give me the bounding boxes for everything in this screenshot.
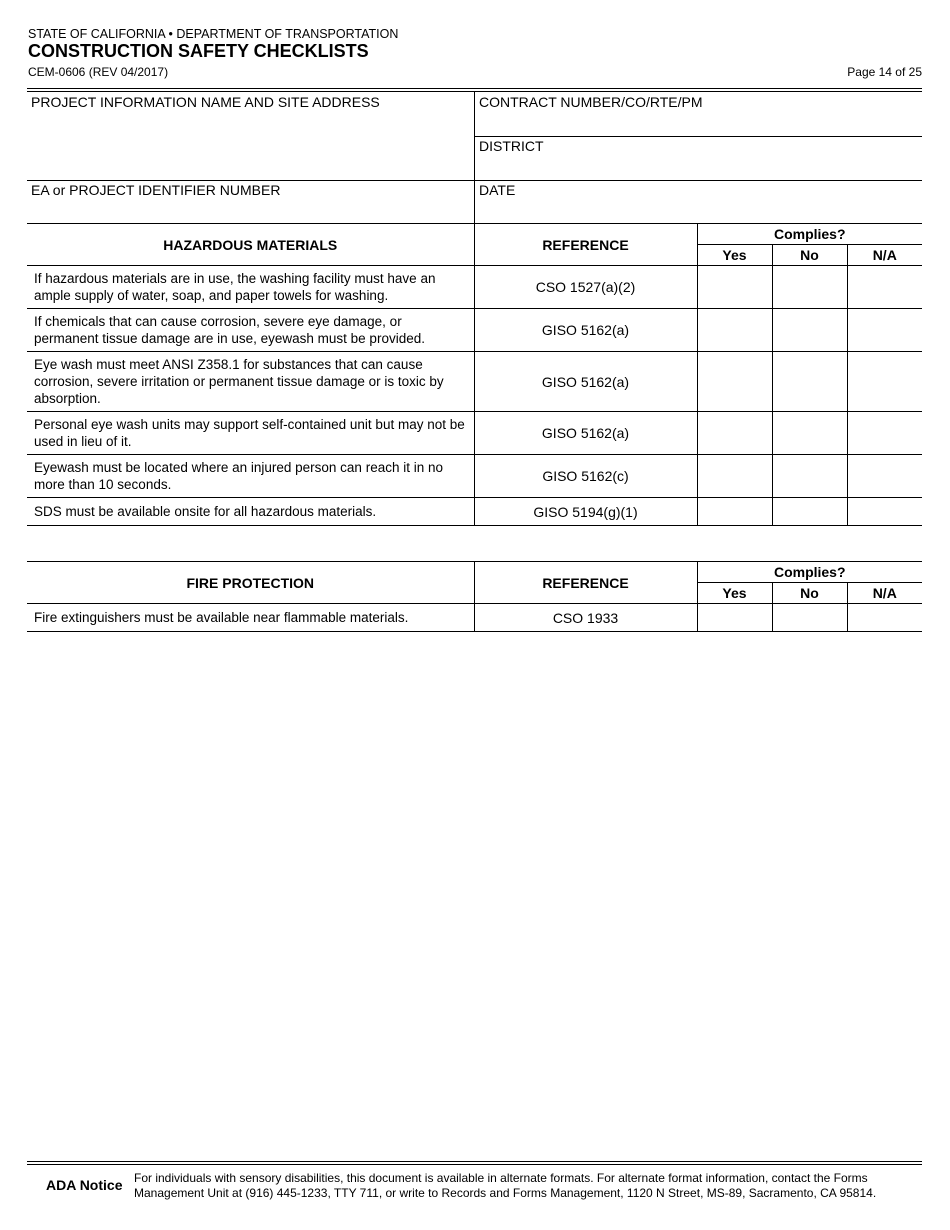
yes-checkbox[interactable] [697, 352, 772, 412]
agency-name: STATE OF CALIFORNIA • DEPARTMENT OF TRANSPORTATION [28, 27, 399, 41]
no-header: No [772, 583, 847, 604]
yes-checkbox[interactable] [697, 498, 772, 526]
project-info-field[interactable]: PROJECT INFORMATION NAME AND SITE ADDRESS [31, 94, 380, 110]
yes-header: Yes [697, 583, 772, 604]
reference-code: GISO 5162(a) [474, 352, 697, 412]
na-header: N/A [847, 245, 922, 266]
na-checkbox[interactable] [847, 266, 922, 309]
table-row [27, 498, 922, 526]
na-checkbox[interactable] [847, 604, 922, 632]
table-row [27, 455, 922, 498]
page-number: Page 14 of 25 [847, 65, 922, 79]
reference-header: REFERENCE [474, 562, 697, 604]
reference-code: CSO 1933 [474, 604, 697, 632]
na-header: N/A [847, 583, 922, 604]
na-checkbox[interactable] [847, 309, 922, 352]
footer-rule-bottom [27, 1164, 922, 1165]
fire-protection-table [27, 561, 922, 632]
na-checkbox[interactable] [847, 352, 922, 412]
no-checkbox[interactable] [772, 352, 847, 412]
section-heading: FIRE PROTECTION [27, 562, 474, 604]
header-rule-top [27, 88, 922, 89]
contract-number-field[interactable]: CONTRACT NUMBER/CO/RTE/PM [479, 94, 703, 110]
reference-code: GISO 5162(a) [474, 412, 697, 455]
footer-rule-top [27, 1161, 922, 1162]
requirement-text: Eyewash must be located where an injured person can reach it in no more than 10 seconds. [27, 455, 474, 498]
reference-code: GISO 5162(c) [474, 455, 697, 498]
requirement-text: Fire extinguishers must be available near flammable materials. [27, 604, 474, 632]
complies-header: Complies? [697, 224, 922, 245]
no-checkbox[interactable] [772, 498, 847, 526]
requirement-text: Eye wash must meet ANSI Z358.1 for substances that can cause corrosion, severe irritation or permanent tissue damage or is toxic by absorption. [27, 352, 474, 412]
no-header: No [772, 245, 847, 266]
reference-code: GISO 5162(a) [474, 309, 697, 352]
table-row [27, 352, 922, 412]
district-field[interactable]: DISTRICT [479, 138, 544, 154]
date-field[interactable]: DATE [479, 182, 516, 198]
table-row [27, 412, 922, 455]
hazardous-materials-table [27, 223, 922, 526]
reference-code: GISO 5194(g)(1) [474, 498, 697, 526]
table-row [27, 266, 922, 309]
requirement-text: If chemicals that can cause corrosion, severe eye damage, or permanent tissue damage are in use, eyewash must be provided. [27, 309, 474, 352]
requirement-text: SDS must be available onsite for all hazardous materials. [27, 498, 474, 526]
yes-checkbox[interactable] [697, 412, 772, 455]
page-title: CONSTRUCTION SAFETY CHECKLISTS [28, 41, 369, 61]
na-checkbox[interactable] [847, 498, 922, 526]
na-checkbox[interactable] [847, 455, 922, 498]
yes-header: Yes [697, 245, 772, 266]
complies-header: Complies? [697, 562, 922, 583]
no-checkbox[interactable] [772, 309, 847, 352]
no-checkbox[interactable] [772, 604, 847, 632]
table-row [27, 604, 922, 632]
ada-notice-text: For individuals with sensory disabilities, this document is available in alternate formats. For alternate format information, contact the Forms Management Unit at (916) 445-1233, TTY 711, or write to Records and Forms Management, 1120 N Street, MS-89, Sacramento, CA 95814. [134, 1171, 877, 1200]
form-number: CEM-0606 (REV 04/2017) [28, 65, 169, 79]
ea-identifier-field[interactable]: EA or PROJECT IDENTIFIER NUMBER [31, 182, 281, 198]
section-heading: HAZARDOUS MATERIALS [27, 224, 474, 266]
no-checkbox[interactable] [772, 455, 847, 498]
reference-header: REFERENCE [474, 224, 697, 266]
yes-checkbox[interactable] [697, 455, 772, 498]
yes-checkbox[interactable] [697, 309, 772, 352]
requirement-text: If hazardous materials are in use, the washing facility must have an ample supply of water, soap, and paper towels for washing. [27, 266, 474, 309]
no-checkbox[interactable] [772, 412, 847, 455]
requirement-text: Personal eye wash units may support self-contained unit but may not be used in lieu of it. [27, 412, 474, 455]
project-info-block [27, 92, 922, 224]
yes-checkbox[interactable] [697, 604, 772, 632]
na-checkbox[interactable] [847, 412, 922, 455]
reference-code: CSO 1527(a)(2) [474, 266, 697, 309]
no-checkbox[interactable] [772, 266, 847, 309]
ada-notice-label: ADA Notice [46, 1177, 123, 1193]
yes-checkbox[interactable] [697, 266, 772, 309]
table-row [27, 309, 922, 352]
